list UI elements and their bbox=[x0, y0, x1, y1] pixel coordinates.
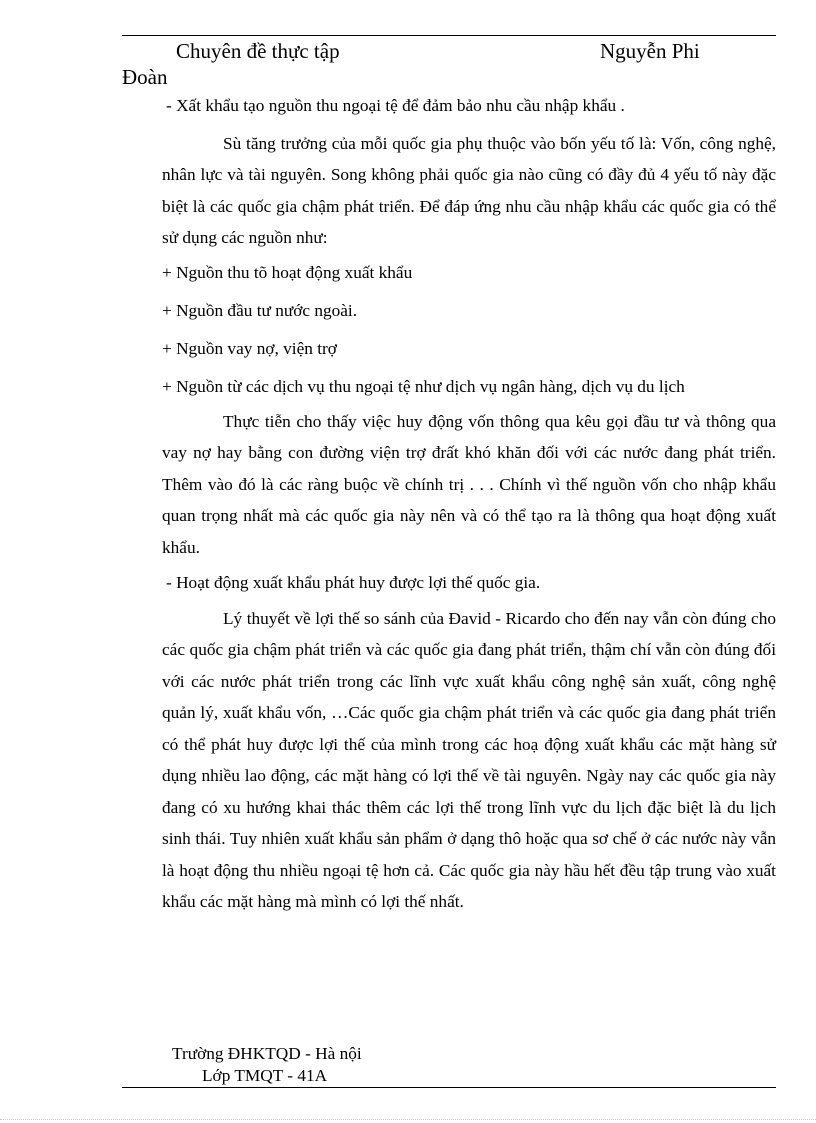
list-item-foreign-investment: + Nguồn đầu tư nước ngoài. bbox=[162, 300, 358, 320]
page-boundary bbox=[0, 1119, 816, 1120]
header-author-continued: Đoàn bbox=[122, 65, 168, 89]
header-rule bbox=[122, 35, 776, 36]
header-author: Nguyễn Phi bbox=[600, 39, 700, 63]
paragraph-reality: Thực tiễn cho thấy việc huy động vốn thông qua kêu gọi đầu tư và thông qua vay nợ hay bằng con đường viện trợ đrất khó khăn đối với các nước đang phát triển. Thêm vào đó là các ràng buộc về chính trị . . . Chính vì thế nguồn vốn cho nhập khẩu quan trọng nhất mà các quốc gia này nên và có thể tạo ra là thông qua hoạt động xuất khẩu. bbox=[162, 411, 776, 557]
paragraph-ricardo-theory: Lý thuyết về lợi thế so sánh của Đavid - Ricardo cho đến nay vẫn còn đúng cho các quốc gia chậm phát triển và các quốc gia đang phát triển, thậm chí vẫn còn đúng đối với các nước phát triển trong các lĩnh vực xuất khẩu công nghệ sản xuất, công nghệ quản lý, xuất khẩu vốn, …Các quốc gia chậm phát triển và các quốc gia đang phát triển có thể phát huy được lợi thế của mình trong các hoạ động xuất khẩu các mặt hàng sử dụng nhiều lao động, các mặt hàng có lợi thế về tài nguyên. Ngày nay các quốc gia này đang có xu hướng khai thác thêm các lợi thế trong lĩnh vực du lịch đặc biệt là du lịch sinh thái. Tuy nhiên xuất khẩu sản phẩm ở dạng thô hoặc qua sơ chế ở các nước này vẫn là hoạt động thu nhiều ngoại tệ hơn cả. Các quốc gia này hầu hết đều tập trung vào xuất khẩu các mặt hàng mà mình có lợi thế nhất. bbox=[162, 608, 776, 911]
footer-university: Trường ĐHKTQD - Hà nội bbox=[172, 1044, 362, 1063]
document-body bbox=[162, 90, 776, 918]
list-item-export-income: + Nguồn thu tõ hoạt động xuất khẩu bbox=[162, 262, 413, 282]
paragraph-export-foreign-currency: - Xất khẩu tạo nguồn thu ngoại tệ để đảm bảo nhu cầu nhập khẩu . bbox=[166, 96, 625, 115]
header-title: Chuyên đề thực tập bbox=[176, 39, 340, 63]
footer-rule bbox=[122, 1087, 776, 1088]
footer-class: Lớp TMQT - 41A bbox=[202, 1066, 328, 1085]
list-item-loans-aid: + Nguồn vay nợ, viện trợ bbox=[162, 338, 337, 358]
list-item-services: + Nguồn từ các dịch vụ thu ngoại tệ như dịch vụ ngân hàng, dịch vụ du lịch bbox=[162, 376, 685, 396]
paragraph-advantage-heading: - Hoạt động xuất khẩu phát huy được lợi thế quốc gia. bbox=[166, 573, 541, 592]
paragraph-growth-factors: Sù tăng trưởng của mỗi quốc gia phụ thuộc vào bốn yếu tố là: Vốn, công nghệ, nhân lực và tài nguyên. Song không phải quốc gia nào cũng có đầy đủ 4 yếu tố này đặc biệt là các quốc gia chậm phát triển. Để đáp ứng nhu cầu nhập khẩu các quốc gia có thể sử dụng các nguồn như: bbox=[162, 133, 776, 247]
